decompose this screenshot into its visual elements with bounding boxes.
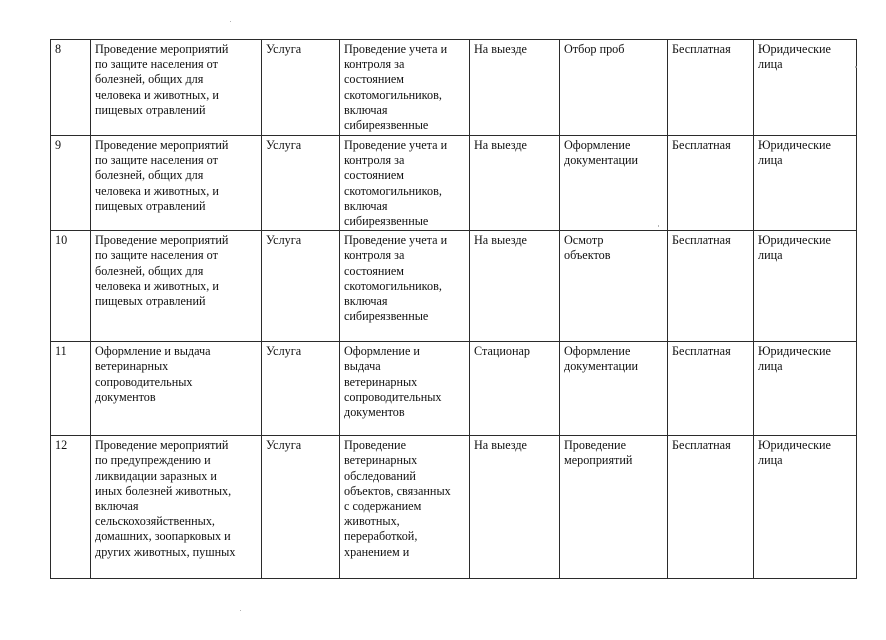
row-number-cell <box>51 436 91 579</box>
service-place: Стационар <box>474 344 531 359</box>
service-type-cell <box>262 342 340 436</box>
service-cost: Бесплатная <box>672 138 731 152</box>
service-action: Оформление документации <box>564 344 639 374</box>
service-place: На выезде <box>474 438 527 453</box>
table-row <box>51 231 857 342</box>
row-number-cell <box>51 231 91 342</box>
service-type: Услуга <box>266 344 302 359</box>
service-name: Проведение мероприятий по предупреждению и ликвидации заразных и иных болезней животных, включая сельскохозяйственных, домашних, зоопарковых и других животных, пушных <box>95 438 236 559</box>
service-recipient: Юридические лица <box>758 138 831 168</box>
service-name-cell <box>91 231 262 342</box>
service-action: Оформление документации <box>564 138 639 168</box>
service-cost-cell <box>668 436 754 579</box>
service-name: Оформление и выдача ветеринарных сопроводительных документов <box>95 344 211 404</box>
service-recipient: Юридические лица <box>758 233 831 263</box>
service-place-cell <box>470 342 560 436</box>
table-row <box>51 40 857 136</box>
service-type-cell <box>262 136 340 231</box>
service-name: Проведение мероприятий по защите населения от болезней, общих для человека и животных, и пищевых отравлений <box>95 42 229 117</box>
service-recipient: Юридические лица <box>758 42 831 72</box>
service-content-cell <box>340 436 470 579</box>
row-number: 11 <box>55 344 67 359</box>
service-content-cell <box>340 136 470 231</box>
service-name: Проведение мероприятий по защите населения от болезней, общих для человека и животных, и пищевых отравлений <box>95 138 229 213</box>
service-cost: Бесплатная <box>672 42 731 56</box>
service-recipient: Юридические лица <box>758 344 831 374</box>
service-recipient-cell <box>754 136 857 231</box>
service-place-cell <box>470 136 560 231</box>
scan-speck <box>855 66 857 68</box>
service-cost-cell <box>668 342 754 436</box>
service-content: Проведение учета и контроля за состоянием скотомогильников, включая сибиреязвенные <box>344 138 448 229</box>
scan-speck <box>230 21 231 22</box>
table-row <box>51 342 857 436</box>
service-type-cell <box>262 231 340 342</box>
table-row <box>51 136 857 231</box>
service-recipient-cell <box>754 231 857 342</box>
service-name-cell <box>91 40 262 136</box>
service-recipient-cell <box>754 436 857 579</box>
row-number: 8 <box>55 42 62 56</box>
service-content: Проведение учета и контроля за состоянием скотомогильников, включая сибиреязвенные <box>344 42 448 133</box>
service-cost: Бесплатная <box>672 233 731 248</box>
services-table <box>50 39 857 579</box>
row-number: 9 <box>55 138 62 152</box>
service-action: Осмотр объектов <box>564 233 611 263</box>
row-number-cell <box>51 342 91 436</box>
service-cost: Бесплатная <box>672 344 731 359</box>
service-action: Отбор проб <box>564 42 625 56</box>
service-type: Услуга <box>266 438 302 453</box>
service-cost-cell <box>668 231 754 342</box>
service-place: На выезде <box>474 138 527 152</box>
service-action-cell <box>560 136 668 231</box>
service-content: Оформление и выдача ветеринарных сопроводительных документов <box>344 344 442 420</box>
service-type: Услуга <box>266 138 302 152</box>
service-content-cell <box>340 231 470 342</box>
service-name: Проведение мероприятий по защите населения от болезней, общих для человека и животных, и пищевых отравлений <box>95 233 229 309</box>
service-name-cell <box>91 342 262 436</box>
service-type: Услуга <box>266 42 302 56</box>
service-place: На выезде <box>474 42 527 56</box>
service-recipient-cell <box>754 342 857 436</box>
scan-speck <box>240 610 241 611</box>
service-cost-cell <box>668 136 754 231</box>
service-type-cell <box>262 40 340 136</box>
row-number-cell <box>51 40 91 136</box>
scan-speck <box>658 225 659 227</box>
row-number-cell <box>51 136 91 231</box>
service-recipient: Юридические лица <box>758 438 831 468</box>
service-action-cell <box>560 342 668 436</box>
service-place-cell <box>470 40 560 136</box>
table-row <box>51 436 857 579</box>
service-recipient-cell <box>754 40 857 136</box>
service-type-cell <box>262 436 340 579</box>
service-content-cell <box>340 342 470 436</box>
row-number: 12 <box>55 438 68 453</box>
service-content: Проведение учета и контроля за состоянием скотомогильников, включая сибиреязвенные <box>344 233 448 324</box>
service-cost-cell <box>668 40 754 136</box>
service-action-cell <box>560 436 668 579</box>
service-place: На выезде <box>474 233 527 248</box>
service-action-cell <box>560 231 668 342</box>
service-type: Услуга <box>266 233 302 248</box>
service-name-cell <box>91 436 262 579</box>
service-place-cell <box>470 231 560 342</box>
service-content-cell <box>340 40 470 136</box>
service-content: Проведение ветеринарных обследований объектов, связанных с содержанием животных, переработкой, хранением и <box>344 438 451 559</box>
service-action: Проведение мероприятий <box>564 438 633 468</box>
service-name-cell <box>91 136 262 231</box>
service-action-cell <box>560 40 668 136</box>
service-cost: Бесплатная <box>672 438 731 453</box>
service-place-cell <box>470 436 560 579</box>
row-number: 10 <box>55 233 68 248</box>
